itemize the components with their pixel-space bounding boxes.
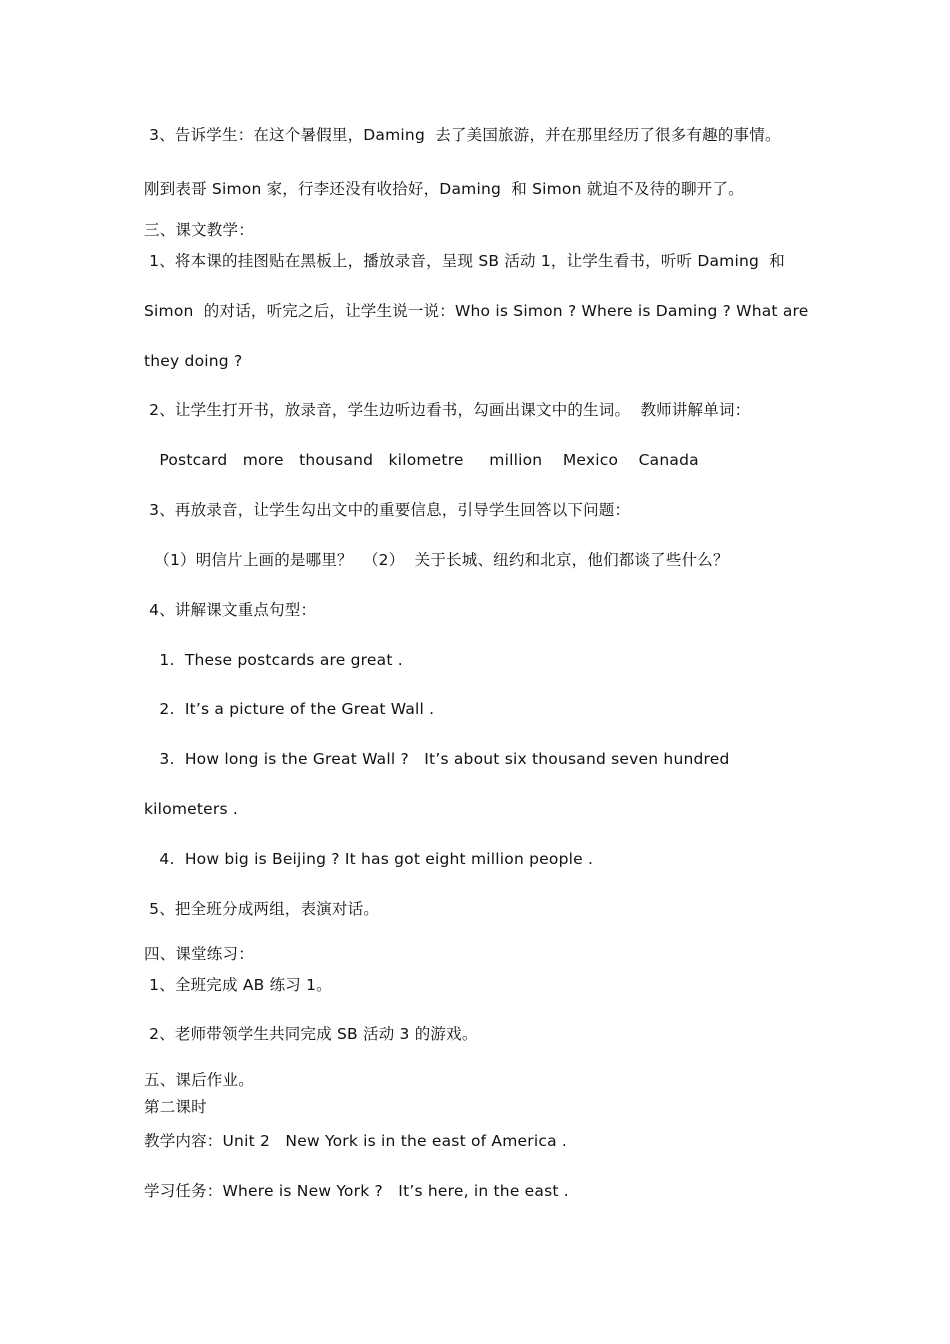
text-line: 学习任务：Where is New York ? It’s here, in the east . — [144, 1182, 569, 1200]
text-line: Simon 的对话，听完之后，让学生说一说：Who is Simon ? Where is Daming ? What are — [144, 302, 809, 320]
sentence-item: 1. These postcards are great . — [144, 651, 403, 669]
text-line: （1）明信片上画的是哪里？ （2） 关于长城、纽约和北京，他们都谈了些什么？ — [144, 551, 729, 569]
text-line: 刚到表哥 Simon 家，行李还没有收拾好，Daming 和 Simon 就迫不及待的聊开了。 — [144, 180, 744, 198]
sentence-item: 4. How big is Beijing ? It has got eight million people . — [144, 850, 594, 868]
vocabulary-list: Postcard more thousand kilometre million Mexico Canada — [144, 451, 699, 469]
text-line: they doing ? — [144, 352, 243, 370]
text-line: 1、将本课的挂图贴在黑板上，播放录音，呈现 SB 活动 1，让学生看书，听听 Daming 和 — [144, 252, 785, 270]
text-line: 教学内容：Unit 2 New York is in the east of America . — [144, 1132, 568, 1150]
text-line: 2、老师带领学生共同完成 SB 活动 3 的游戏。 — [144, 1025, 478, 1043]
text-line: 4、讲解课文重点句型： — [144, 601, 317, 619]
section-heading: 四、课堂练习： — [144, 945, 254, 963]
text-line: 3、再放录音，让学生勾出文中的重要信息，引导学生回答以下问题： — [144, 501, 631, 519]
text-line: 1、全班完成 AB 练习 1。 — [144, 976, 332, 994]
section-heading: 三、课文教学： — [144, 221, 254, 239]
sentence-item: 2. It’s a picture of the Great Wall . — [144, 700, 435, 718]
text-line: 2、让学生打开书，放录音，学生边听边看书，勾画出课文中的生词。 教师讲解单词： — [144, 401, 751, 419]
section-heading: 五、课后作业。 — [144, 1071, 254, 1089]
sentence-item: 3. How long is the Great Wall ? It’s about six thousand seven hundred — [144, 750, 730, 768]
lesson-heading: 第二课时 — [144, 1098, 207, 1116]
text-line: kilometers . — [144, 800, 239, 818]
text-line: 3、告诉学生：在这个暑假里，Daming 去了美国旅游，并在那里经历了很多有趣的事情。 — [144, 126, 781, 144]
text-line: 5、把全班分成两组，表演对话。 — [144, 900, 379, 918]
